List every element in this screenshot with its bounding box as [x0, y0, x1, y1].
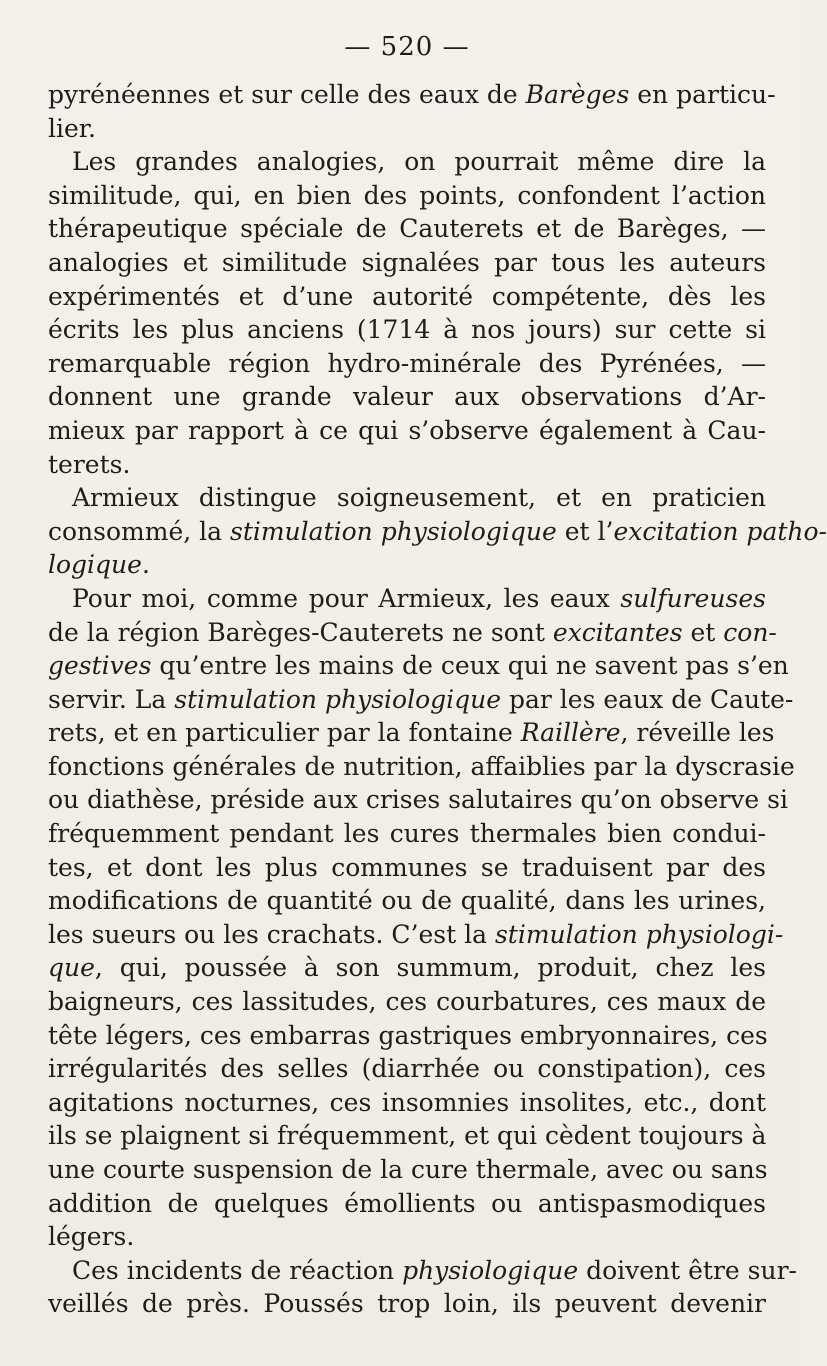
text-segment: thérapeutique spéciale de Cauterets et de Barèges, — [48, 214, 766, 244]
text-segment: remarquable région hydro-minérale des Pyrénées, — [48, 348, 766, 378]
text-line [48, 414, 766, 448]
text-line [48, 112, 766, 146]
text-segment: Les grandes analogies, on pourrait même dire la [72, 147, 766, 177]
text-line [48, 380, 766, 414]
italic-text: logique. [48, 550, 150, 580]
text-line [48, 347, 766, 381]
italic-text: Raillère [520, 718, 621, 748]
text-segment: rets, et en particulier par la fontaine [48, 718, 521, 748]
text-segment: pyrénéennes et sur celle des eaux de [48, 80, 526, 109]
text-line [48, 582, 766, 616]
italic-text: excitantes [552, 617, 683, 647]
text-segment: Pour moi, comme pour Armieux, les eaux [72, 583, 621, 613]
text-segment: ou diathèse, préside aux crises salutaires qu’on observe si [48, 785, 788, 815]
text-line [48, 616, 777, 650]
text-segment: expérimentés et d’une autorité compétente, dès les [48, 281, 766, 311]
text-line [48, 985, 766, 1019]
text-segment: légers. [48, 1222, 135, 1252]
italic-text: Barèges [525, 80, 630, 109]
italic-text: con- [723, 617, 777, 647]
italic-text: stimulation physiologi- [494, 919, 784, 949]
text-segment: les sueurs ou les crachats. C’est la [48, 919, 495, 949]
text-line [48, 649, 789, 683]
text-segment: modifications de quantité ou de qualité, dans les urines, [48, 886, 766, 916]
text-line [48, 145, 766, 179]
page-number: — 520 — [344, 32, 470, 62]
italic-text: stimulation physiologique [229, 516, 557, 546]
text-segment: une courte suspension de la cure thermale, avec ou sans [48, 1155, 768, 1184]
text-line [48, 515, 827, 549]
text-line [48, 1052, 766, 1086]
text-segment: ils se plaignent si fréquemment, et qui cèdent toujours à [48, 1121, 767, 1151]
text-line [48, 1086, 766, 1120]
text-line [48, 1119, 766, 1153]
text-line [48, 918, 784, 952]
text-line [48, 280, 766, 314]
paragraph [48, 481, 827, 582]
text-line [48, 750, 795, 784]
italic-text: gestives [48, 651, 152, 681]
text-segment: par les eaux de Caute- [501, 684, 794, 714]
text-line [48, 851, 766, 885]
italic-text: excitation patho- [613, 516, 827, 546]
text-line [48, 481, 766, 515]
text-segment: fonctions générales de nutrition, affaiblies par la dyscrasie [48, 751, 795, 781]
text-line [48, 783, 788, 817]
text-line [48, 1187, 766, 1221]
text-segment: tête légers, ces embarras gastriques embryonnaires, ces [48, 1020, 768, 1050]
text-line [48, 1153, 766, 1187]
text-segment: baigneurs, ces lassitudes, ces courbatures, ces maux de [48, 987, 766, 1017]
text-segment: et l’ [556, 516, 614, 546]
text-segment: Armieux distingue soigneusement, et en praticien [72, 483, 766, 513]
text-segment: , qui, poussée à son summum, produit, chez les [94, 953, 766, 983]
text-segment: en particu- [629, 80, 776, 109]
text-line [48, 78, 776, 112]
text-segment: addition de quelques émollients ou antispasmodiques [48, 1188, 766, 1218]
text-line [48, 1220, 766, 1254]
text-line [48, 1019, 766, 1053]
paragraph [48, 582, 795, 1254]
text-line [48, 716, 775, 750]
text-line [48, 246, 766, 280]
text-line [48, 817, 766, 851]
text-segment: Ces incidents de réaction [72, 1255, 403, 1285]
text-segment: écrits les plus anciens (1714 à nos jours) sur cette si [48, 315, 766, 345]
italic-text: sulfureuses [620, 583, 766, 613]
text-line [48, 212, 766, 246]
text-line [48, 179, 766, 213]
text-segment: de la région Barèges-Cauterets ne sont [48, 617, 553, 647]
text-segment: irrégularités des selles (diarrhée ou constipation), ces [48, 1054, 766, 1084]
text-line [48, 1287, 766, 1321]
text-segment: similitude, qui, en bien des points, confondent l’action [48, 180, 766, 210]
text-segment: doivent être sur- [578, 1255, 797, 1285]
text-segment: consommé, la [48, 516, 230, 546]
paragraph [48, 145, 766, 481]
text-segment: terets. [48, 449, 131, 479]
text-line [48, 1254, 797, 1288]
text-line [48, 884, 766, 918]
text-segment: , réveille les [620, 718, 775, 748]
text-segment: analogies et similitude signalées par tous les auteurs [48, 247, 766, 277]
text-segment: donnent une grande valeur aux observations d’Ar- [48, 382, 766, 412]
text-line [48, 448, 766, 482]
text-line [48, 548, 766, 582]
text-segment: fréquemment pendant les cures thermales bien condui- [48, 819, 766, 849]
text-line [48, 313, 766, 347]
italic-text: que [48, 953, 95, 983]
italic-text: physiologique [402, 1255, 579, 1285]
text-segment: tes, et dont les plus communes se traduisent par des [48, 852, 766, 882]
text-segment: agitations nocturnes, ces insomnies insolites, etc., dont [48, 1087, 766, 1117]
text-line [48, 683, 794, 717]
text-segment: et [682, 617, 724, 647]
text-segment: lier. [48, 113, 96, 143]
text-segment: mieux par rapport à ce qui s’observe également à Cau- [48, 415, 766, 445]
text-segment: qu’entre les mains de ceux qui ne savent pas s’en [151, 651, 789, 681]
paragraph [48, 78, 776, 145]
text-segment: veillés de près. Poussés trop loin, ils peuvent devenir [48, 1289, 766, 1319]
text-segment: servir. La [48, 684, 175, 714]
italic-text: stimulation physiologique [174, 684, 502, 714]
paragraph [48, 1254, 797, 1321]
text-line [48, 951, 766, 985]
body-text [48, 78, 827, 1321]
